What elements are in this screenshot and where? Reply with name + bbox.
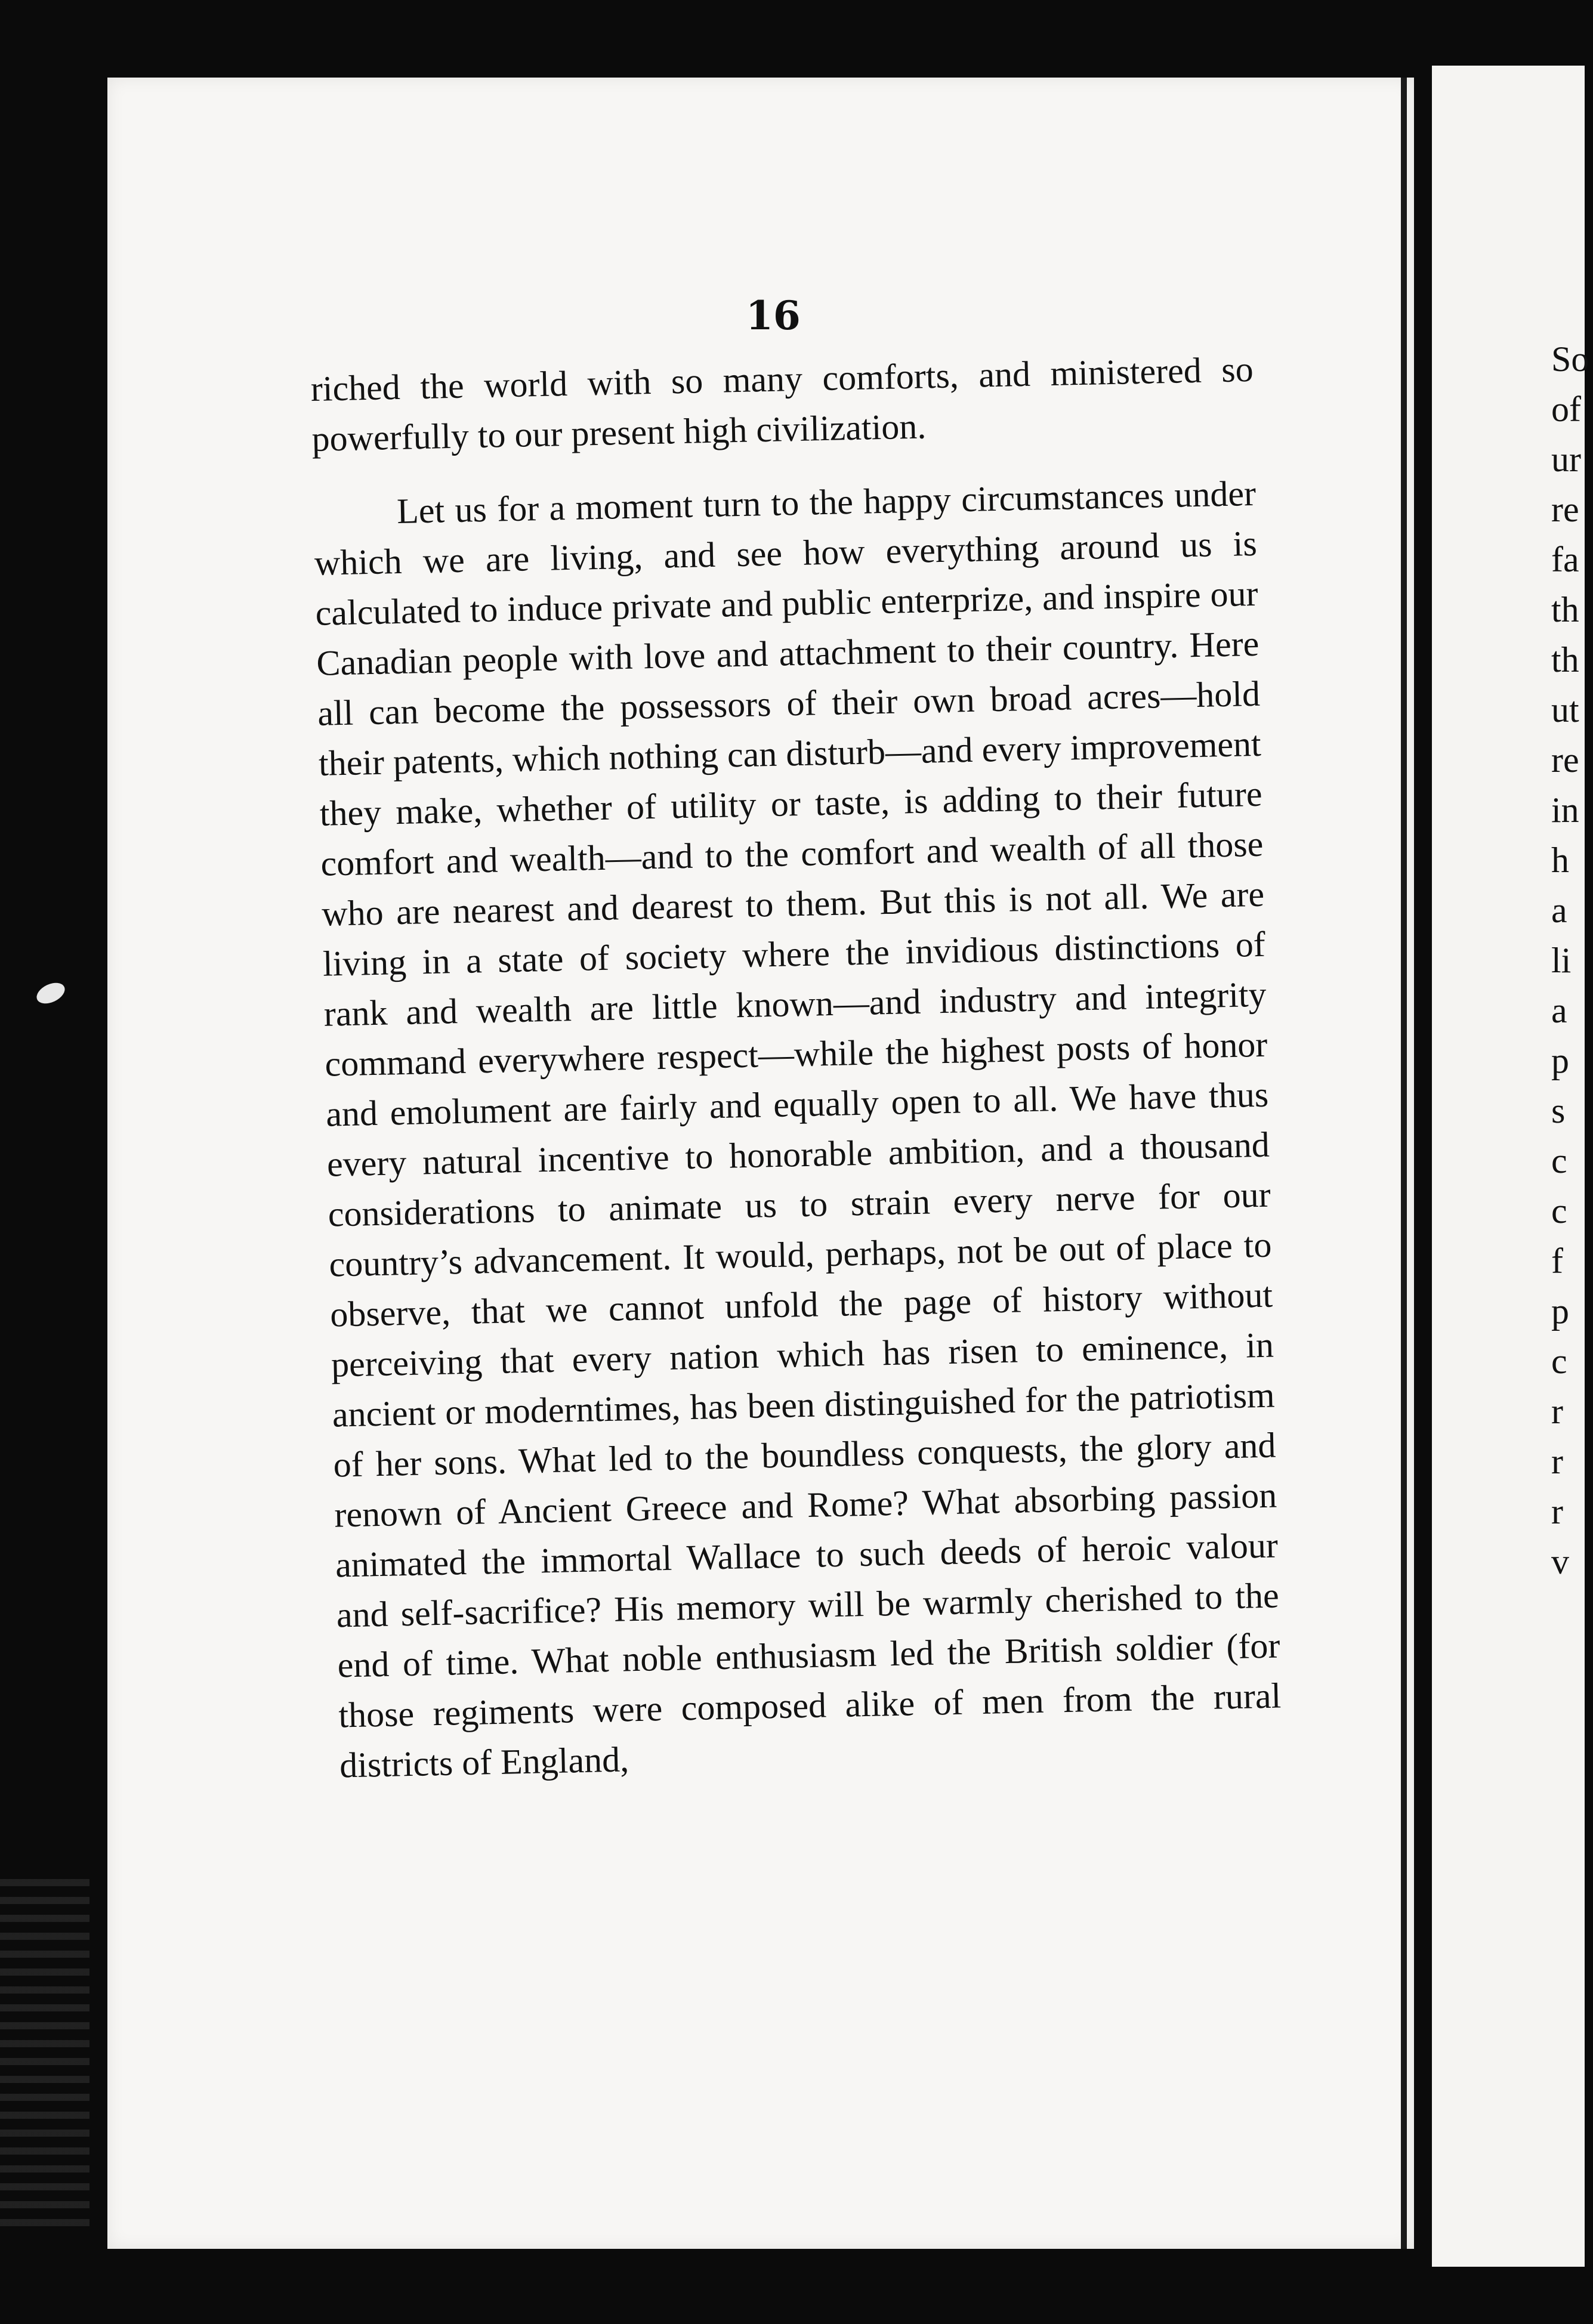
scan-speck: [33, 979, 68, 1008]
facing-fragment: a: [1551, 991, 1567, 1030]
facing-fragment: re: [1551, 490, 1579, 529]
facing-fragment: r: [1551, 1492, 1563, 1531]
paragraph-main: Let us for a moment turn to the happy circumstances under which we are living, and see how everything around us is calculated to induce private and public enterprize, and inspire our Canadian people with love and attachment to their country. Here all can become the possessors of their own broad acres—hold their patents, which nothing can disturb—and every improvement they make, whether of utility or taste, is adding to their future comfort and wealth—and to the comfort and wealth of all those who are nearest and dearest to them. But this is not all. We are living in a state of society where the invidious distinctions of rank and wealth are little known—and industry and integrity command everywhere respect—while the highest posts of honor and emolument are fairly and equally open to all. We have thus every natural incentive to honorable ambition, and a thousand considerations to animate us to strain every nerve for our country’s advancement. It would, perhaps, not be out of place to observe, that we cannot unfold the page of history without perceiving that every nation which has risen to eminence, in ancient or moderntimes, has been distinguished for the patriotism of her sons. What led to the boundless conquests, the glory and renown of Ancient Greece and Rome? What absorbing passion animated the immortal Wallace to such deeds of heroic valour and self-sacrifice? His memory will be warmly cherished to the end of time. What noble enthusiasm led the British soldier (for those regiments were composed alike of men from the rural districts of England,: [314, 473, 1282, 1785]
page-gutter: [1401, 78, 1407, 2249]
paragraph-continuation: riched the world with so many comforts, and ministered so powerfully to our present high civilization.: [310, 349, 1254, 459]
facing-page-text: [1551, 334, 1593, 1587]
facing-fragment: v: [1551, 1542, 1569, 1581]
facing-fragment: r: [1551, 1442, 1563, 1481]
facing-fragment: ut: [1551, 690, 1579, 730]
facing-fragment: c: [1551, 1342, 1567, 1381]
page-number: 16: [746, 292, 801, 339]
facing-fragment: h: [1551, 840, 1569, 880]
facing-fragment: s: [1551, 1091, 1566, 1130]
page-body-text: [310, 344, 1283, 1791]
facing-fragment: c: [1551, 1191, 1567, 1231]
scan-edge-noise: [0, 1879, 89, 2237]
facing-fragment: re: [1551, 740, 1579, 780]
facing-fragment: fa: [1551, 540, 1579, 579]
facing-fragment: ur: [1551, 440, 1581, 479]
facing-fragment: So: [1551, 339, 1589, 379]
facing-fragment: p: [1551, 1041, 1569, 1080]
facing-fragment: li: [1551, 941, 1572, 980]
facing-fragment: f: [1551, 1241, 1563, 1281]
facing-fragment: in: [1551, 790, 1579, 830]
facing-fragment: a: [1551, 891, 1567, 930]
facing-fragment: c: [1551, 1141, 1567, 1180]
facing-fragment: of: [1551, 390, 1581, 429]
facing-fragment: r: [1551, 1392, 1563, 1431]
facing-fragment: p: [1551, 1291, 1569, 1331]
facing-fragment: th: [1551, 640, 1579, 679]
facing-fragment: th: [1551, 590, 1579, 629]
